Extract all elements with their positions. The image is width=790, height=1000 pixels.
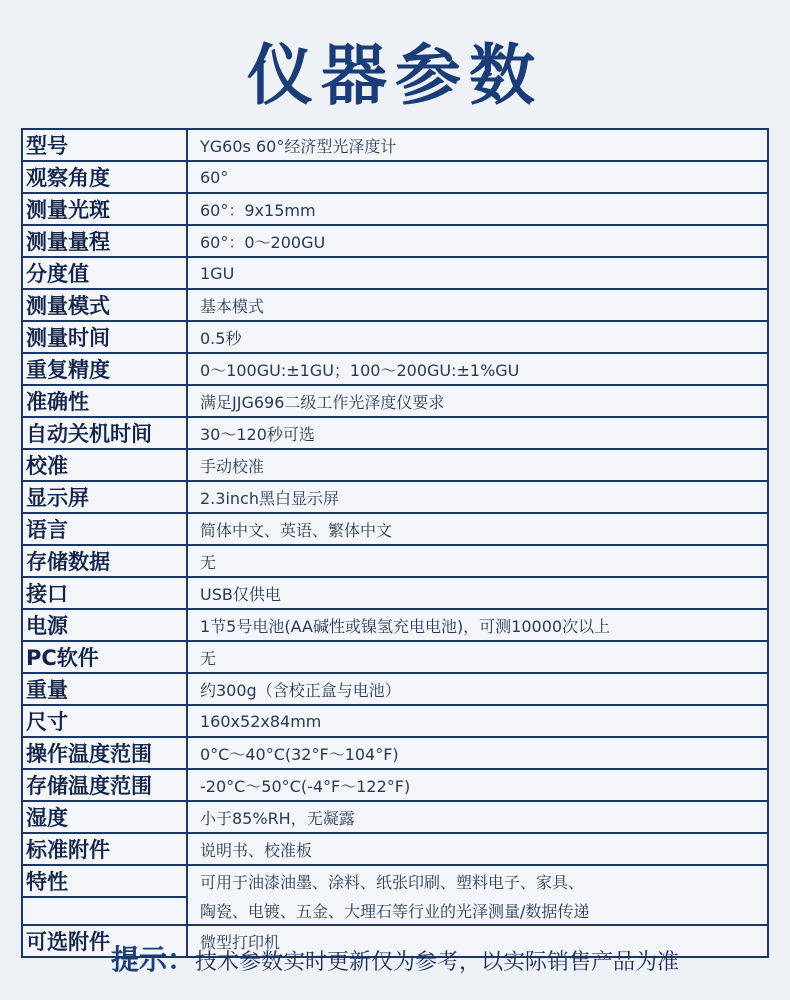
table-row <box>22 353 768 385</box>
spec-label: 自动关机时间 <box>22 417 187 449</box>
spec-label: PC软件 <box>22 641 187 673</box>
table-row <box>22 801 768 833</box>
spec-label: 湿度 <box>22 801 187 833</box>
spec-label: 测量量程 <box>22 225 187 257</box>
spec-value: 1节5号电池(AA碱性或镍氢充电电池)，可测10000次以上 <box>187 609 768 641</box>
spec-label: 显示屏 <box>22 481 187 513</box>
footer-note <box>0 938 790 978</box>
spec-value: 60°：0～200GU <box>187 225 768 257</box>
spec-value: 无 <box>187 545 768 577</box>
table-row <box>22 833 768 865</box>
spec-label <box>22 897 187 925</box>
spec-value: 陶瓷、电镀、五金、大理石等行业的光泽测量/数据传递 <box>187 897 768 925</box>
spec-label: 测量时间 <box>22 321 187 353</box>
table-row <box>22 513 768 545</box>
table-row <box>22 769 768 801</box>
table-row <box>22 161 768 193</box>
spec-label: 重复精度 <box>22 353 187 385</box>
table-row <box>22 257 768 289</box>
spec-label: 尺寸 <box>22 705 187 737</box>
spec-label: 观察角度 <box>22 161 187 193</box>
spec-value: 手动校准 <box>187 449 768 481</box>
table-row <box>22 129 768 161</box>
spec-value: 1GU <box>187 257 768 289</box>
table-row <box>22 481 768 513</box>
spec-label: 校准 <box>22 449 187 481</box>
table-row <box>22 545 768 577</box>
spec-value: 0～100GU:±1GU；100～200GU:±1%GU <box>187 353 768 385</box>
spec-value: 160x52x84mm <box>187 705 768 737</box>
spec-value: 基本模式 <box>187 289 768 321</box>
spec-value: 30～120秒可选 <box>187 417 768 449</box>
spec-label: 型号 <box>22 129 187 161</box>
spec-label: 语言 <box>22 513 187 545</box>
note-label: 提示： <box>110 943 195 976</box>
table-row <box>22 321 768 353</box>
spec-value: 无 <box>187 641 768 673</box>
spec-value: 说明书、校准板 <box>187 833 768 865</box>
spec-value: 满足JJG696二级工作光泽度仪要求 <box>187 385 768 417</box>
spec-value: 2.3inch黑白显示屏 <box>187 481 768 513</box>
spec-value: 可用于油漆油墨、涂料、纸张印刷、塑料电子、家具、 <box>187 865 768 897</box>
spec-label: 重量 <box>22 673 187 705</box>
table-row <box>22 865 768 897</box>
table-row <box>22 577 768 609</box>
spec-label: 测量模式 <box>22 289 187 321</box>
spec-value: YG60s 60°经济型光泽度计 <box>187 129 768 161</box>
page-title: 仪器参数 <box>247 37 543 114</box>
spec-label: 存储温度范围 <box>22 769 187 801</box>
table-row <box>22 417 768 449</box>
table-row <box>22 609 768 641</box>
spec-value: 微型打印机 <box>187 925 768 957</box>
spec-table <box>21 128 769 958</box>
spec-value: 简体中文、英语、繁体中文 <box>187 513 768 545</box>
spec-value: -20°C～50°C(-4°F～122°F) <box>187 769 768 801</box>
table-row <box>22 737 768 769</box>
spec-label: 接口 <box>22 577 187 609</box>
spec-table-body <box>22 129 768 957</box>
spec-value: 60° <box>187 161 768 193</box>
spec-label: 操作温度范围 <box>22 737 187 769</box>
note-text: 技术参数实时更新仅为参考，以实际销售产品为准 <box>195 950 680 975</box>
spec-label: 存储数据 <box>22 545 187 577</box>
table-row <box>22 449 768 481</box>
table-row <box>22 641 768 673</box>
spec-label: 准确性 <box>22 385 187 417</box>
spec-value: 小于85%RH，无凝露 <box>187 801 768 833</box>
spec-label: 分度值 <box>22 257 187 289</box>
spec-label: 测量光斑 <box>22 193 187 225</box>
spec-label: 特性 <box>22 865 187 897</box>
spec-value: 约300g（含校正盒与电池） <box>187 673 768 705</box>
table-row <box>22 289 768 321</box>
table-row <box>22 673 768 705</box>
spec-value: 60°：9x15mm <box>187 193 768 225</box>
spec-label: 电源 <box>22 609 187 641</box>
spec-label: 可选附件 <box>22 925 187 957</box>
spec-value: 0°C～40°C(32°F～104°F) <box>187 737 768 769</box>
table-row <box>22 193 768 225</box>
table-row <box>22 385 768 417</box>
spec-value: 0.5秒 <box>187 321 768 353</box>
table-row <box>22 897 768 925</box>
table-row <box>22 225 768 257</box>
table-row <box>22 705 768 737</box>
spec-label: 标准附件 <box>22 833 187 865</box>
spec-value: USB仅供电 <box>187 577 768 609</box>
